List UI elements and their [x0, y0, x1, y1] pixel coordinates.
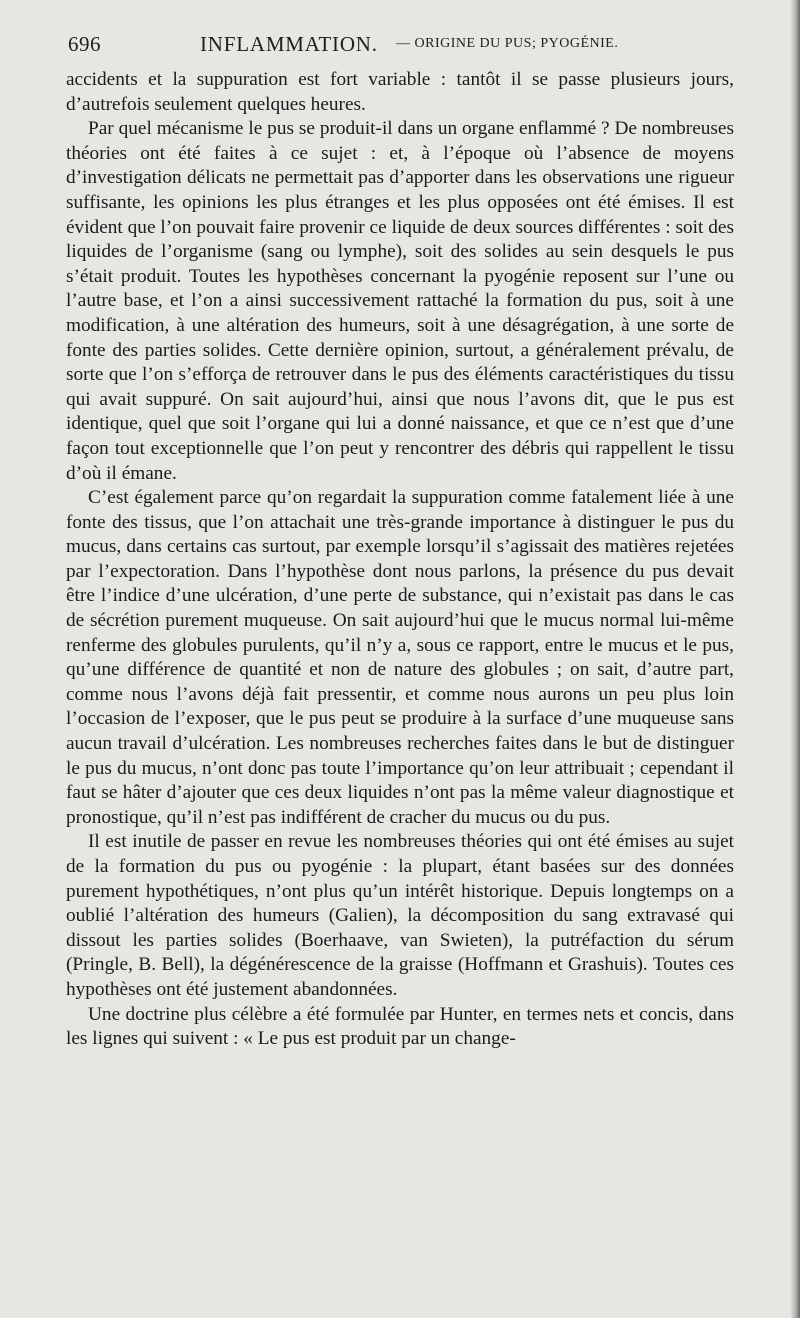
paragraph-historical-theories: Il est inutile de passer en revue les nombreuses théories qui ont été émises au sujet de la formation du pus ou pyogénie : la plupart, étant basées sur des données purement hypothétiques, n’ont plus qu’un intérêt historique. Depuis longtemps on a oublié l’altération des humeurs (Galien), la décomposition du sang extravasé qui dissout les parties solides (Boerhaave, van Swieten), la putréfaction du sérum (Pringle, B. Bell), la dégénérescence de la graisse (Hoffmann et Grashuis). Toutes ces hypothèses ont été justement abandonnées. — [66, 831, 734, 1000]
paragraph-pyogenie-theories: Par quel mécanisme le pus se produit-il dans un organe enflammé ? De nombreuses théories ont été faites à ce sujet : et, à l’époque où l’absence de moyens d’investigation délicats ne permettait pas d’apporter dans les observations une rigueur suffisante, les opinions les plus étranges et les plus opposées ont été émises. Il est évident que l’on pouvait faire provenir ce liquide de deux sources différentes : soit des liquides de l’organisme (sang ou lymphe), soit des solides au sein desquels le pus s’était produit. Toutes les hypothèses concernant la pyogénie reposent sur l’une ou l’autre base, et l’on a ainsi successivement rattaché la formation du pus, soit à une modification, à une altération des humeurs, soit à une désagrégation, à une sorte de fonte des parties solides. Cette dernière opinion, surtout, a généralement prévalu, de sorte que l’on s’efforça de retrouver dans le pus des éléments caractéristiques du tissu qui avait suppuré. On sait aujourd’hui, ainsi que nous l’avons dit, que le pus est identique, quel que soit l’organe qui lui a donné naissance, et que ce n’est que d’une façon tout exceptionnelle que l’on peut y rencontrer des débris qui rappellent le tissu d’où il émane. — [66, 118, 734, 484]
page-edge-shadow — [790, 0, 800, 1318]
page-number: 696 — [68, 32, 101, 56]
running-subtitle: — ORIGINE DU PUS; PYOGÉNIE. — [396, 36, 619, 51]
paragraph-continuation: accidents et la suppuration est fort variable : tantôt il se passe plusieurs jours, d’autrefois seulement quelques heures. — [66, 69, 734, 115]
paragraph-hunter-doctrine: Une doctrine plus célèbre a été formulée par Hunter, en termes nets et concis, dans les lignes qui suivent : « Le pus est produit par un change- — [66, 1003, 734, 1050]
running-header — [68, 32, 734, 58]
running-title: INFLAMMATION. — [200, 32, 378, 56]
body-text — [66, 68, 734, 1052]
paragraph-pus-mucus: C’est également parce qu’on regardait la suppuration comme fatalement liée à une fonte des tissus, que l’on attachait une très-grande importance à distinguer le pus du mucus, dans certains cas surtout, par exemple lorsqu’il s’agissait des matières rejetées par l’expectoration. Dans l’hypothèse dont nous parlons, la présence du pus devait être l’indice d’une ulcération, d’une perte de substance, qui n’existait pas dans le cas de sécrétion purement muqueuse. On sait aujourd’hui que le mucus normal lui-même renferme des globules purulents, qu’il n’y a, sous ce rapport, entre le mucus et le pus, qu’une différence de quantité et non de nature des globules ; on sait, d’autre part, comme nous l’avons déjà fait pressentir, et comme nous aurons un peu plus loin l’occasion de l’exposer, que le pus peut se produire à la surface d’une muqueuse sans aucun travail d’ulcération. Les nombreuses recherches faites dans le but de distinguer le pus du mucus, n’ont donc pas toute l’importance qu’on leur attribuait ; cependant il faut se hâter d’ajouter que ces deux liquides n’ont pas la même valeur diagnostique et pronostique, qu’il n’est pas indifférent de cracher du mucus ou du pus. — [66, 487, 734, 828]
